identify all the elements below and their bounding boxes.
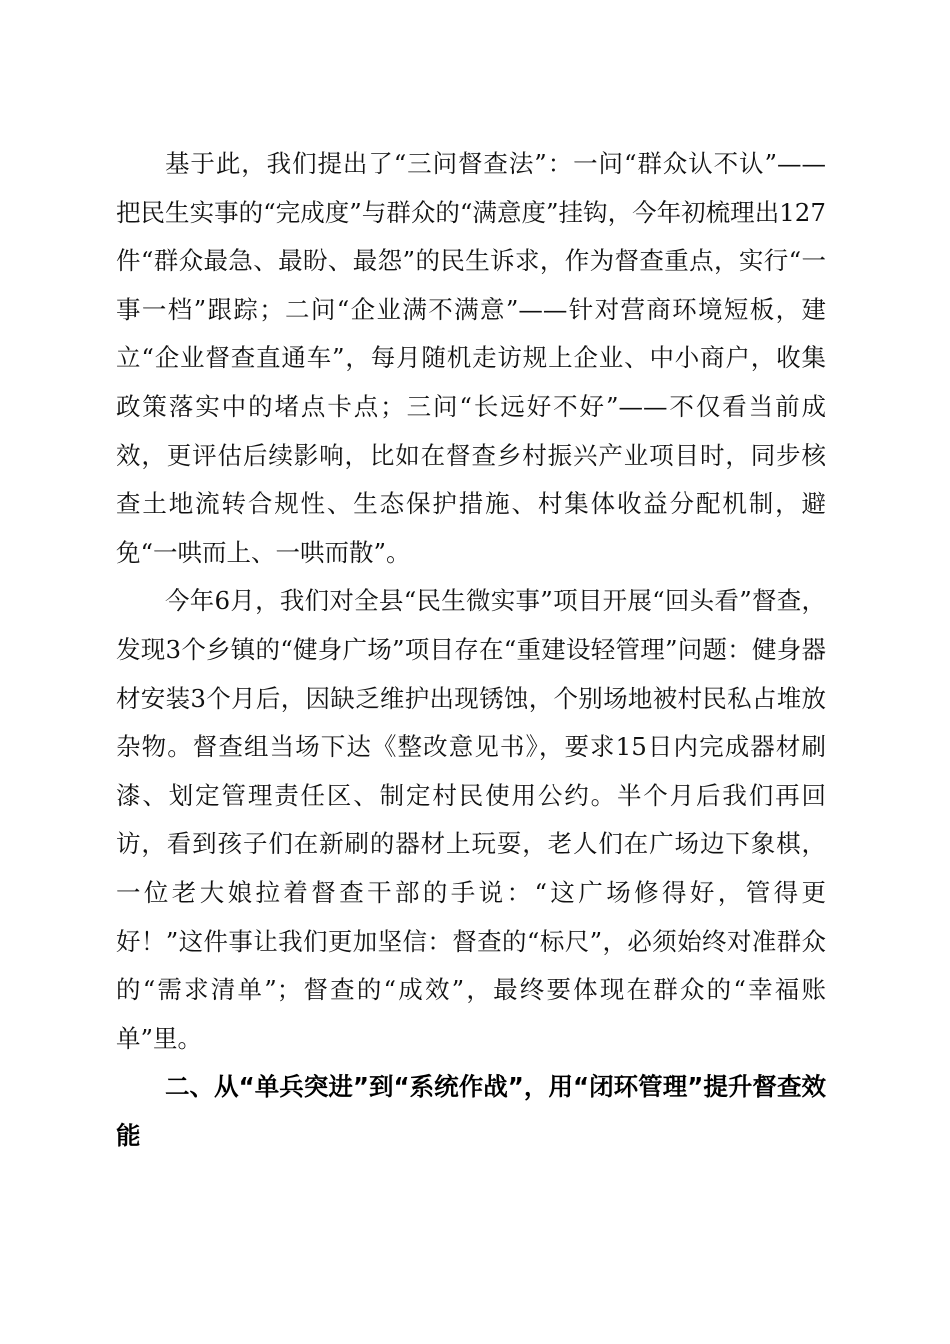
paragraph-fitness-square-case: 今年6月，我们对全县“民生微实事”项目开展“回头看”督查，发现3个乡镇的“健身广场”项目存在“重建设轻管理”问题：健身器材安装3个月后，因缺乏维护出现锈蚀，个别场地被村民私占堆放杂物。督查组当场下达《整改意见书》，要求15日内完成器材刷漆、划定管理责任区、制定村民使用公约。半个月后我们再回访，看到孩子们在新刷的器材上玩耍，老人们在广场边下象棋，一位老大娘拉着督查干部的手说：“这广场修得好，管得更好！”这件事让我们更加坚信：督查的“标尺”，必须始终对准群众的“需求清单”；督查的“成效”，最终要体现在群众的“幸福账单”里。 bbox=[116, 586, 826, 1053]
section-heading: 二、从“单兵突进”到“系统作战”，用“闭环管理”提升督查效能 bbox=[116, 1072, 826, 1150]
document-body bbox=[116, 140, 826, 1160]
paragraph-three-questions: 基于此，我们提出了“三问督查法”：一问“群众认不认”——把民生实事的“完成度”与群众的“满意度”挂钩，今年初梳理出127件“群众最急、最盼、最怨”的民生诉求，作为督查重点，实行“一事一档”跟踪；二问“企业满不满意”——针对营商环境短板，建立“企业督查直通车”，每月随机走访规上企业、中小商户，收集政策落实中的堵点卡点；三问“长远好不好”——不仅看当前成效，更评估后续影响，比如在督查乡村振兴产业项目时，同步核查土地流转合规性、生态保护措施、村集体收益分配机制，避免“一哄而上、一哄而散”。 bbox=[116, 149, 826, 567]
